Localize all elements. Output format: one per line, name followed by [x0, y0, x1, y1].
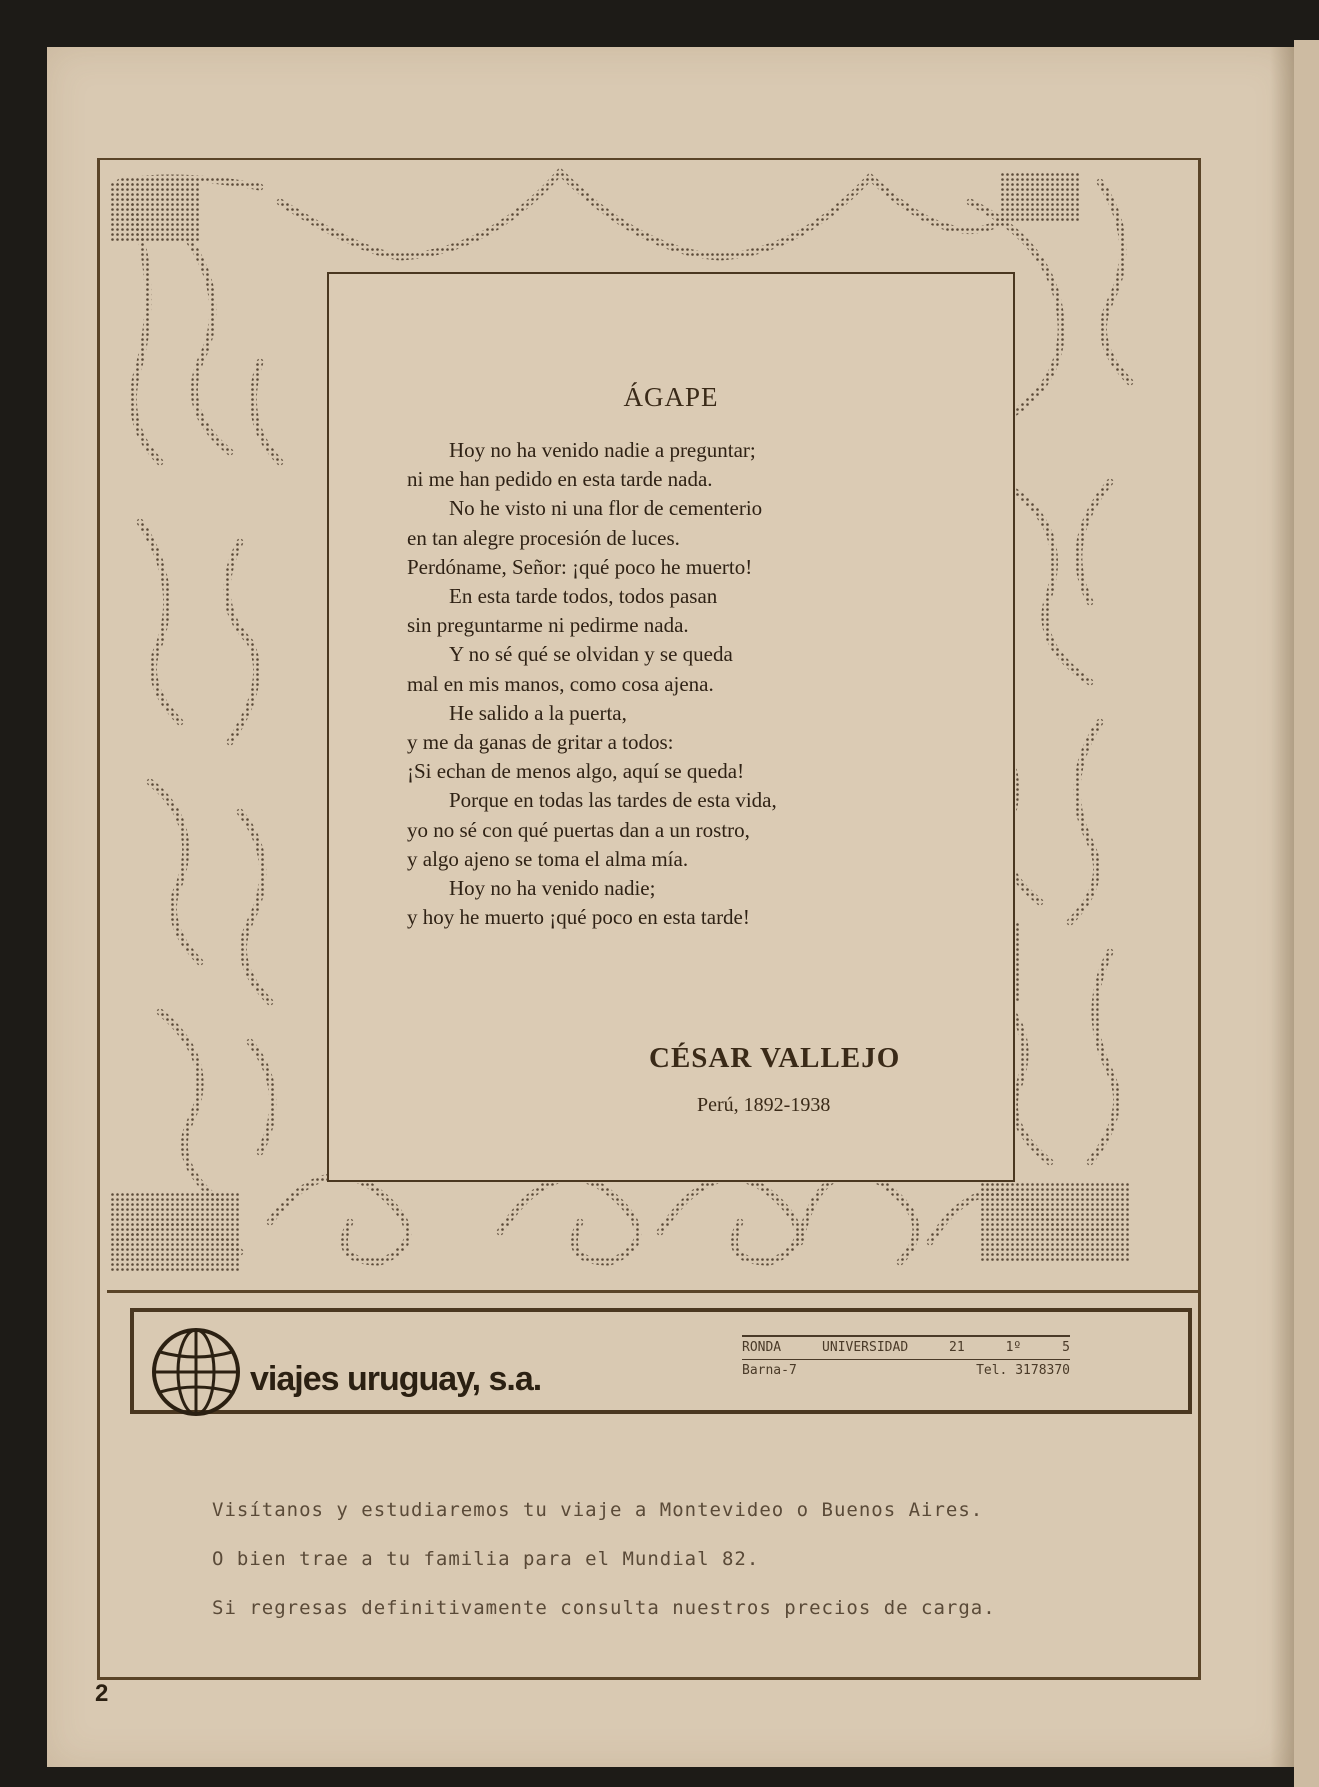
poem-line: y algo ajeno se toma el alma mía.: [407, 846, 689, 871]
next-page-edge: [1294, 40, 1319, 1787]
author-name: CÉSAR VALLEJO: [649, 1042, 901, 1074]
advert-brand: viajes uruguay, s.a.: [250, 1360, 542, 1398]
poem-line: Hoy no ha venido nadie a preguntar;: [449, 438, 756, 462]
section-rule: [107, 1290, 1200, 1293]
address-city: Barna-7: [742, 1363, 797, 1378]
address-phone: Tel. 3178370: [976, 1363, 1070, 1378]
advert-text-line: O bien trae a tu familia para el Mundial 82.: [212, 1548, 760, 1570]
address-name: UNIVERSIDAD: [822, 1340, 909, 1355]
poem-line: sin preguntarme ni pedirme nada.: [407, 613, 689, 638]
poem-line: y me da ganas de gritar a todos:: [407, 730, 674, 755]
poem-line: En esta tarde todos, todos pasan: [449, 584, 718, 609]
poem-title: ÁGAPE: [623, 382, 719, 412]
address-street: RONDA: [742, 1340, 782, 1355]
poem-line: ¡Si echan de menos algo, aquí se queda!: [407, 759, 745, 784]
poem-line: yo no sé con qué puertas dan a un rostro,: [407, 817, 750, 842]
poem-stanza: [407, 436, 967, 932]
advert-address: [742, 1335, 1070, 1382]
page-number: 2: [95, 1680, 109, 1707]
address-door: 5: [1062, 1340, 1070, 1355]
poem-line: No he visto ni una flor de cementerio: [449, 496, 763, 521]
poem-line: Perdóname, Señor: ¡qué poco he muerto!: [407, 554, 753, 579]
poem-line: He salido a la puerta,: [449, 700, 627, 725]
poem-line: Porque en todas las tardes de esta vida,: [449, 788, 777, 813]
address-floor: 1º: [1005, 1340, 1022, 1355]
advert-text: [212, 1486, 996, 1633]
globe-icon: [150, 1326, 242, 1418]
author-dates: Perú, 1892-1938: [697, 1094, 831, 1116]
advert-text-line: Visítanos y estudiaremos tu viaje a Montevideo o Buenos Aires.: [212, 1499, 984, 1521]
address-number: 21: [949, 1340, 965, 1355]
poem-line: ni me han pedido en esta tarde nada.: [407, 467, 713, 492]
poem-line: en tan alegre procesión de luces.: [407, 525, 680, 550]
advert-text-line: Si regresas definitivamente consulta nuestros precios de carga.: [212, 1597, 996, 1619]
poem-line: Hoy no ha venido nadie;: [449, 876, 656, 901]
poem-line: Y no sé qué se olvidan y se queda: [449, 642, 733, 667]
poem-box: [327, 272, 1015, 1182]
gutter-shadow: [1270, 47, 1294, 1767]
poem-line: mal en mis manos, como cosa ajena.: [407, 671, 714, 696]
poem-line: y hoy he muerto ¡qué poco en esta tarde!: [407, 905, 750, 930]
